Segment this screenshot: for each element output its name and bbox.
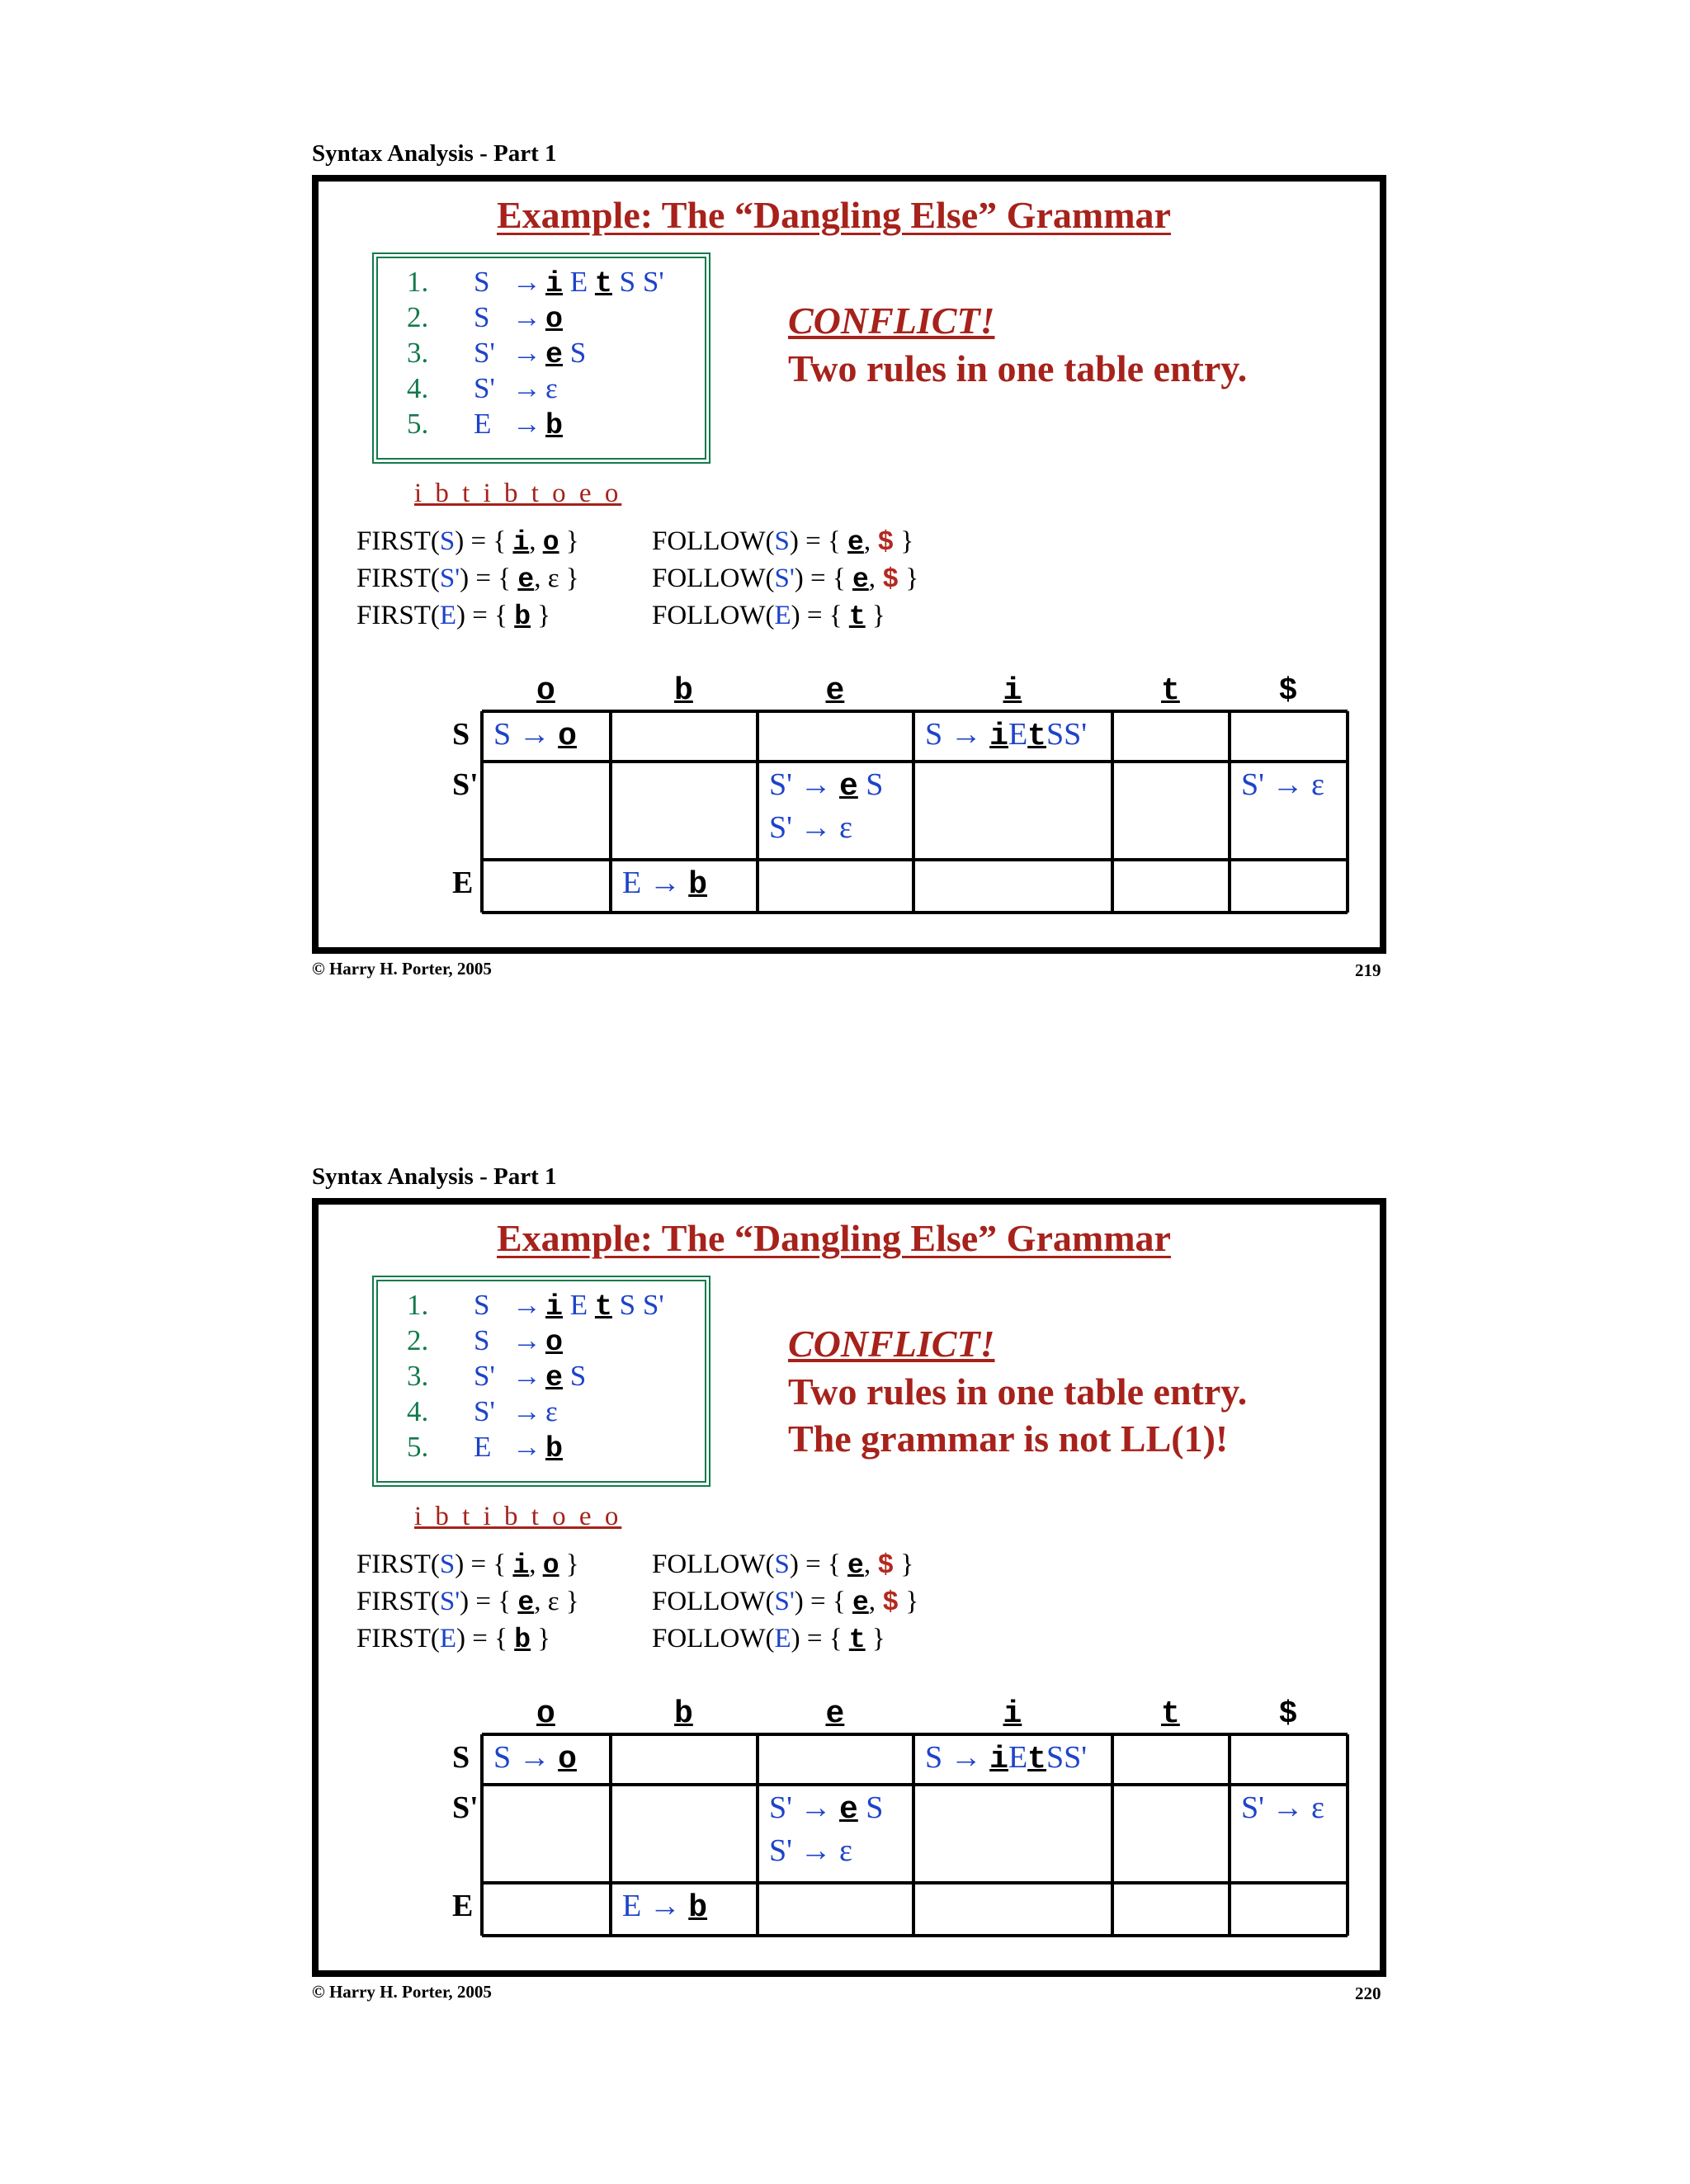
set-terminal: o: [542, 527, 559, 558]
table-column-header: $: [1278, 673, 1298, 709]
set-terminal: b: [514, 1625, 531, 1655]
set-separator: , ε: [534, 1587, 559, 1616]
set-nonterminal: E: [774, 1624, 791, 1653]
set-nonterminal: S: [774, 1550, 790, 1579]
terminal: t: [1027, 1742, 1046, 1777]
production-text: S' →: [769, 1790, 839, 1825]
table-column-header: o: [536, 1696, 555, 1732]
set-equals: ) = {: [456, 1624, 515, 1653]
set-prefix: FOLLOW(: [652, 1550, 775, 1579]
set-close: }: [559, 1587, 579, 1616]
production-text: S →: [925, 1740, 990, 1775]
rule-lhs: S: [474, 1289, 490, 1321]
set-terminal: e: [852, 1587, 869, 1618]
set-nonterminal: S': [774, 1587, 795, 1616]
terminal: e: [838, 769, 858, 804]
set-prefix: FOLLOW(: [652, 1624, 775, 1653]
rule-arrow: →: [512, 1360, 541, 1392]
set-close: }: [559, 1550, 579, 1579]
set-nonterminal: E: [774, 601, 791, 630]
terminal: t: [1027, 719, 1046, 754]
rule-lhs: E: [474, 1431, 492, 1463]
page-number: 220: [1355, 1984, 1381, 2003]
parse-table-grid: [0, 0, 1690, 1023]
rule-lhs: S: [474, 266, 490, 298]
production-text: E →: [622, 1889, 689, 1923]
set-separator: ,: [868, 1587, 883, 1616]
set-terminal: e: [847, 527, 864, 558]
set-terminal: $: [877, 527, 895, 558]
set-nonterminal: S: [774, 526, 790, 556]
rule-number: 3.: [407, 337, 429, 369]
production-text: S' → ε: [769, 1833, 852, 1868]
table-row-header: E: [452, 1889, 474, 1923]
slide-header: Syntax Analysis - Part 1: [312, 1163, 557, 1190]
set-separator: ,: [868, 564, 883, 593]
terminal: b: [688, 1890, 708, 1926]
terminal: e: [838, 1792, 858, 1828]
set-nonterminal: E: [439, 601, 457, 630]
rule-lhs: S': [474, 1395, 495, 1427]
production-text: S' → ε: [769, 810, 852, 845]
set-terminal: e: [847, 1550, 864, 1581]
table-cell-entry: [622, 865, 707, 903]
rule-number: 5.: [407, 408, 429, 440]
slide-219: [0, 0, 1690, 1023]
set-nonterminal: S': [774, 564, 795, 593]
rule-lhs: E: [474, 408, 492, 440]
table-cell-entry: [493, 716, 577, 754]
set-equals: ) = {: [460, 1587, 518, 1616]
rule-number: 3.: [407, 1360, 429, 1392]
production-text: S: [857, 767, 884, 802]
rhs-text: E: [563, 266, 595, 298]
set-terminal: i: [512, 527, 530, 558]
terminal: o: [545, 1326, 564, 1359]
set-equals: ) = {: [789, 526, 848, 556]
set-close: }: [894, 526, 914, 556]
table-cell-entry: [1241, 1790, 1324, 1826]
set-close: }: [899, 564, 919, 593]
rule-lhs: S': [474, 1360, 495, 1392]
table-row-header: S': [452, 1790, 479, 1825]
set-prefix: FIRST(: [356, 526, 440, 556]
set-terminal: $: [882, 564, 899, 595]
set-terminal: e: [517, 564, 535, 595]
rule-number: 4.: [407, 372, 429, 404]
table-cell-entry: [769, 1833, 852, 1869]
production-text: S' → ε: [1241, 767, 1324, 802]
production-text: S: [857, 1790, 884, 1825]
set-terminal: e: [517, 1587, 535, 1618]
table-column-header: e: [825, 673, 845, 709]
set-terminal: b: [514, 601, 531, 632]
slide-title: Example: The “Dangling Else” Grammar: [497, 1217, 1171, 1259]
production-text: SS': [1046, 1740, 1088, 1775]
rule-arrow: →: [512, 1289, 541, 1321]
table-column-header: o: [536, 673, 555, 709]
table-cell-entry: [769, 1790, 883, 1828]
table-cell-entry: [925, 1739, 1087, 1777]
conflict-line-1: Two rules in one table entry.: [788, 1370, 1248, 1413]
terminal: b: [545, 1432, 564, 1465]
rule-arrow: →: [512, 266, 541, 298]
table-cell-entry: [769, 809, 852, 846]
set-equals: ) = {: [456, 601, 515, 630]
table-cell-entry: [493, 1739, 577, 1777]
set-prefix: FOLLOW(: [652, 564, 775, 593]
terminal: i: [989, 1742, 1008, 1777]
set-separator: ,: [529, 1550, 543, 1579]
conflict-heading: CONFLICT!: [788, 300, 995, 342]
table-row-header: S': [452, 767, 479, 802]
table-cell-entry: [1241, 767, 1324, 803]
slide-220: [0, 1023, 1690, 2046]
table-column-header: i: [1003, 1696, 1022, 1732]
production-text: E: [1008, 1740, 1028, 1775]
table-cell-entry: [622, 1888, 707, 1926]
rule-arrow: →: [512, 408, 541, 440]
production-text: S →: [493, 717, 559, 752]
set-terminal: e: [852, 564, 869, 595]
set-equals: ) = {: [794, 564, 852, 593]
terminal: i: [545, 267, 564, 300]
set-equals: ) = {: [455, 526, 513, 556]
set-terminal: t: [848, 1625, 866, 1655]
table-column-header: t: [1161, 673, 1180, 709]
copyright: © Harry H. Porter, 2005: [312, 959, 492, 979]
conflict-line-2: The grammar is not LL(1)!: [788, 1417, 1229, 1460]
set-terminal: $: [877, 1550, 895, 1581]
set-nonterminal: S: [439, 1550, 456, 1579]
parse-table-grid: [0, 1023, 1690, 2046]
rule-lhs: S: [474, 1324, 490, 1356]
set-terminal: $: [882, 1587, 899, 1618]
set-close: }: [559, 526, 579, 556]
terminal: o: [558, 1742, 577, 1777]
input-string: i b t i b t o e o: [414, 1502, 622, 1531]
terminal: i: [545, 1290, 564, 1323]
production-text: S →: [493, 1740, 559, 1775]
set-nonterminal: S': [439, 564, 460, 593]
set-equals: ) = {: [455, 1550, 513, 1579]
rule-arrow: →: [512, 301, 541, 333]
terminal: t: [594, 267, 612, 300]
set-nonterminal: S': [439, 1587, 460, 1616]
set-close: }: [531, 1624, 551, 1653]
rule-arrow: →: [512, 372, 541, 404]
rhs-text: E: [563, 1289, 595, 1321]
set-terminal: o: [542, 1550, 559, 1581]
set-prefix: FIRST(: [356, 1624, 440, 1653]
rule-arrow: →: [512, 337, 541, 369]
production-text: S' → ε: [1241, 1790, 1324, 1825]
set-terminal: t: [848, 601, 866, 632]
input-string: i b t i b t o e o: [414, 479, 622, 508]
set-equals: ) = {: [791, 1624, 849, 1653]
rhs-text: S: [563, 1360, 587, 1392]
production-text: E: [1008, 717, 1028, 752]
rhs-text: ε: [545, 1395, 558, 1427]
rule-number: 4.: [407, 1395, 429, 1427]
table-column-header: $: [1278, 1696, 1298, 1732]
rule-number: 1.: [407, 1289, 429, 1321]
set-separator: , ε: [534, 564, 559, 593]
rule-number: 5.: [407, 1431, 429, 1463]
set-prefix: FIRST(: [356, 1550, 440, 1579]
set-equals: ) = {: [789, 1550, 848, 1579]
table-cell-entry: [925, 716, 1087, 754]
slide-title: Example: The “Dangling Else” Grammar: [497, 194, 1171, 236]
set-prefix: FIRST(: [356, 564, 440, 593]
rule-lhs: S': [474, 372, 495, 404]
set-close: }: [865, 1624, 885, 1653]
table-row-header: E: [452, 866, 474, 900]
set-separator: ,: [863, 1550, 878, 1579]
rhs-text: ε: [545, 372, 558, 404]
rule-number: 2.: [407, 1324, 429, 1356]
production-text: S →: [925, 717, 990, 752]
rhs-text: S S': [611, 266, 664, 298]
set-nonterminal: E: [439, 1624, 457, 1653]
terminal: b: [688, 867, 708, 903]
set-separator: ,: [863, 526, 878, 556]
set-nonterminal: S: [439, 526, 456, 556]
rhs-text: S S': [611, 1289, 664, 1321]
copyright: © Harry H. Porter, 2005: [312, 1982, 492, 2002]
set-equals: ) = {: [791, 601, 849, 630]
terminal: e: [545, 338, 564, 371]
table-column-header: i: [1003, 673, 1022, 709]
set-close: }: [865, 601, 885, 630]
table-column-header: b: [674, 673, 693, 709]
rule-number: 1.: [407, 266, 429, 298]
set-prefix: FOLLOW(: [652, 601, 775, 630]
set-equals: ) = {: [460, 564, 518, 593]
rule-arrow: →: [512, 1431, 541, 1463]
conflict-line-1: Two rules in one table entry.: [788, 347, 1248, 389]
set-close: }: [559, 564, 579, 593]
page-number: 219: [1355, 960, 1381, 980]
table-cell-entry: [769, 767, 883, 804]
rule-arrow: →: [512, 1395, 541, 1427]
set-close: }: [899, 1587, 919, 1616]
set-equals: ) = {: [794, 1587, 852, 1616]
set-prefix: FIRST(: [356, 1587, 440, 1616]
set-separator: ,: [529, 526, 543, 556]
table-row-header: S: [452, 717, 470, 752]
terminal: i: [989, 719, 1008, 754]
production-text: E →: [622, 866, 689, 900]
table-column-header: t: [1161, 1696, 1180, 1732]
terminal: t: [594, 1290, 612, 1323]
terminal: e: [545, 1361, 564, 1394]
set-close: }: [894, 1550, 914, 1579]
set-prefix: FIRST(: [356, 601, 440, 630]
production-text: SS': [1046, 717, 1088, 752]
rhs-text: S: [563, 337, 587, 369]
terminal: o: [545, 303, 564, 336]
table-row-header: S: [452, 1740, 470, 1775]
table-column-header: b: [674, 1696, 693, 1732]
rule-number: 2.: [407, 301, 429, 333]
set-terminal: i: [512, 1550, 530, 1581]
terminal: b: [545, 409, 564, 442]
terminal: o: [558, 719, 577, 754]
set-close: }: [531, 601, 551, 630]
set-prefix: FOLLOW(: [652, 1587, 775, 1616]
rule-arrow: →: [512, 1324, 541, 1356]
rule-lhs: S': [474, 337, 495, 369]
slide-header: Syntax Analysis - Part 1: [312, 140, 557, 167]
table-column-header: e: [825, 1696, 845, 1732]
production-text: S' →: [769, 767, 839, 802]
set-prefix: FOLLOW(: [652, 526, 775, 556]
conflict-heading: CONFLICT!: [788, 1323, 995, 1365]
rule-lhs: S: [474, 301, 490, 333]
